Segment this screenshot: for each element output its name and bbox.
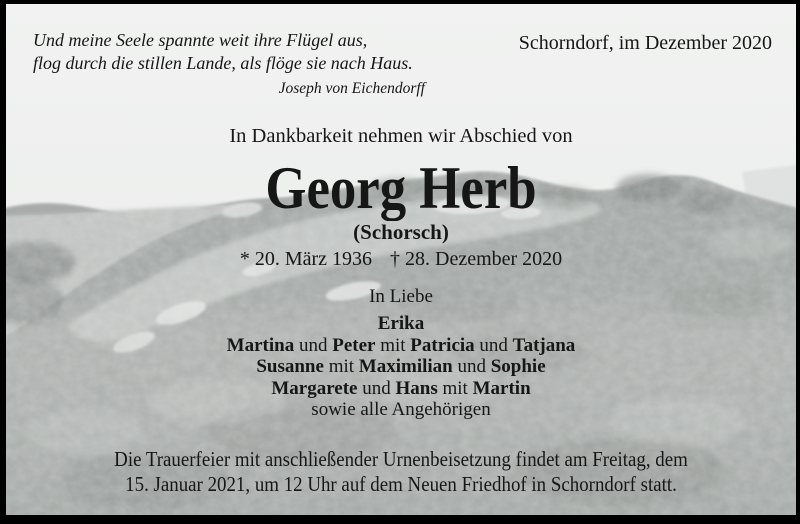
poem-attribution: Joseph von Eichendorff [278, 80, 425, 97]
mourner-line: Erika [377, 313, 425, 334]
birth-date: * 20. März 1936 [239, 248, 373, 270]
deceased-nickname: (Schorsch) [353, 220, 449, 244]
intro-line: In Dankbarkeit nehmen wir Abschied von [229, 125, 573, 147]
poem-line-1: Und meine Seele spannte weit ihre Flügel aus, [33, 30, 368, 50]
mourner-line: sowie alle Angehörigen [311, 399, 491, 420]
funeral-announcement [6, 447, 796, 497]
mourner-line: Margarete und Hans mit Martin [271, 377, 531, 399]
place-dateline: Schorndorf, im Dezember 2020 [518, 32, 772, 54]
life-dates [6, 248, 796, 271]
poem [33, 29, 413, 75]
mourner-line: Martina und Peter mit Patricia und Tatjana [226, 334, 576, 356]
death-date: † 28. Dezember 2020 [390, 248, 563, 270]
deceased-name: Georg Herb [265, 155, 537, 221]
mourners-heading: In Liebe [369, 286, 433, 307]
announcement-line-1: Die Trauerfeier mit anschließender Urnenbeisetzung findet am Freitag, dem [114, 447, 688, 471]
notice-card [6, 4, 796, 515]
mourner-line: Susanne mit Maximilian und Sophie [256, 356, 546, 377]
announcement-line-2: 15. Januar 2021, um 12 Uhr auf dem Neuen Friedhof in Schorndorf statt. [125, 472, 677, 496]
mourners-lines [6, 313, 796, 421]
poem-line-2: flog durch die stillen Lande, als flöge sie nach Haus. [33, 53, 413, 73]
